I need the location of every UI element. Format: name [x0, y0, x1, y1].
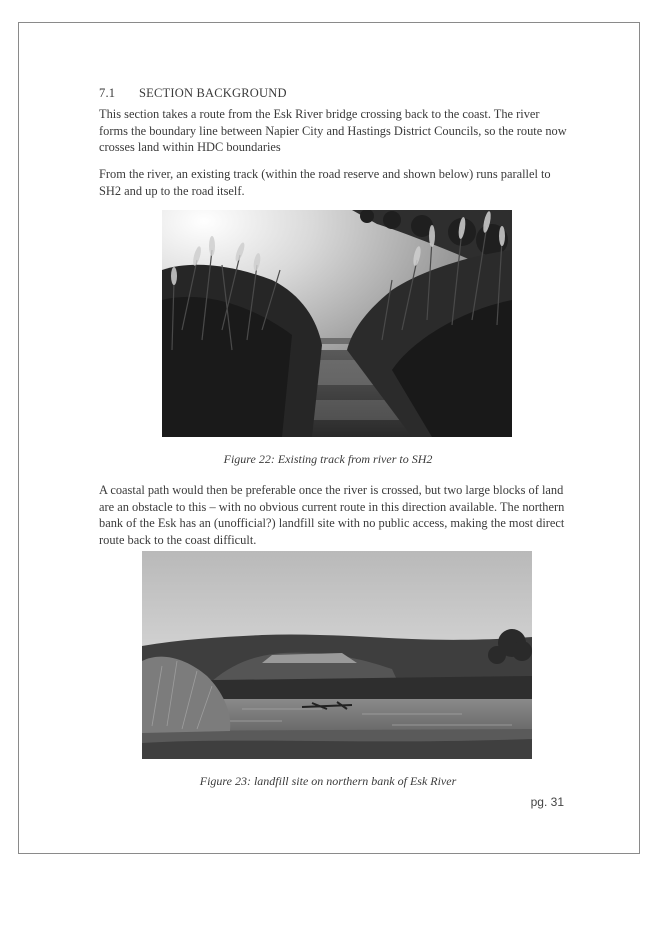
landfill-photo [142, 551, 532, 759]
page-number: pg. 31 [530, 795, 564, 809]
paragraph-coastal-path: A coastal path would then be preferable once the river is crossed, but two large blocks of land are an obstacle to this – with no obvious current route in this direction available. The northern bank of the Esk has an (unofficial?) landfill site with no public access, making the most direct route back to the coast difficult. [99, 483, 565, 547]
figure-22-caption: Figure 22: Existing track from river to SH2 [223, 452, 433, 466]
section-title: SECTION BACKGROUND [139, 86, 287, 100]
paragraph-track: From the river, an existing track (within the road reserve and shown below) runs parallel to SH2 and up to the road itself. [99, 167, 551, 198]
paragraph-intro: This section takes a route from the Esk River bridge crossing back to the coast. The river forms the boundary line between Napier City and Hastings District Councils, so the route now crosses land within HDC boundaries [99, 107, 567, 154]
figure-23-caption: Figure 23: landfill site on northern bank of Esk River [199, 774, 457, 788]
track-photo [162, 210, 512, 437]
section-heading [99, 86, 287, 101]
section-number: 7.1 [99, 86, 116, 100]
